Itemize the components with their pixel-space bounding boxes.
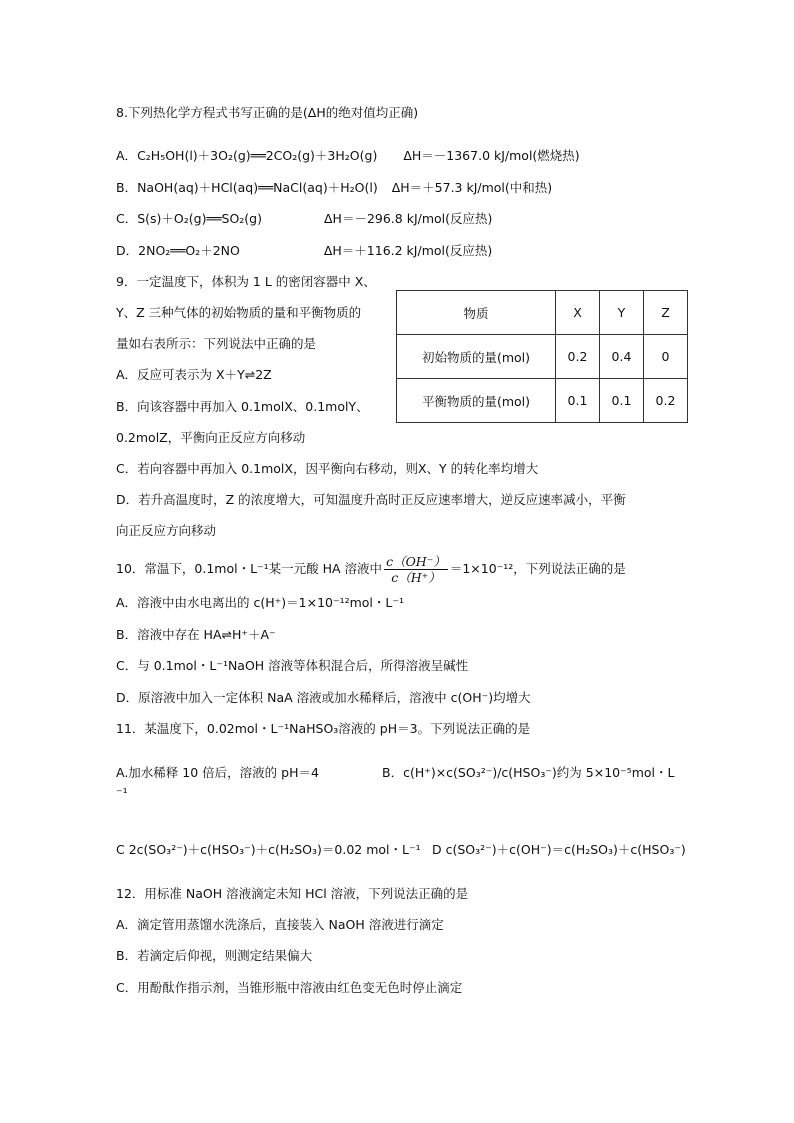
- table-cell: 初始物质的量(mol): [397, 335, 556, 379]
- q8-stem: 8.下列热化学方程式书写正确的是(ΔH的绝对值均正确): [116, 105, 419, 120]
- q10-option-c: C．与 0.1mol・L⁻¹NaOH 溶液等体积混合后，所得溶液呈碱性: [116, 658, 469, 673]
- table-cell: 0.2: [556, 335, 600, 379]
- q9-option-a: A．反应可表示为 X＋Y⇌2Z: [116, 367, 272, 382]
- q9-option-c: C．若向容器中再加入 0.1molX，因平衡向右移动，则X、Y 的转化率均增大: [116, 461, 539, 476]
- q12-option-b: B．若滴定后仰视，则测定结果偏大: [116, 948, 313, 963]
- q11-option-d: D c(SO₃²⁻)＋c(OH⁻)＝c(H₂SO₃)＋c(HSO₃⁻): [432, 842, 686, 857]
- q11-option-b-cont: ⁻¹: [116, 785, 128, 800]
- q8-option-a: A．C₂H₅OH(l)＋3O₂(g)══2CO₂(g)＋3H₂O(g) ΔH＝－1367.0 kJ/mol(燃烧热): [116, 148, 580, 163]
- q12-stem: 12．用标准 NaOH 溶液滴定未知 HCl 溶液，下列说法正确的是: [116, 886, 469, 901]
- q9-line-3: 量如右表所示：下列说法中正确的是: [116, 336, 317, 351]
- table-cell: 0.1: [556, 379, 600, 423]
- q10-option-d: D．原溶液中加入一定体积 NaA 溶液或加水稀释后，溶液中 c(OH⁻)均增大: [116, 690, 531, 705]
- table-header-x: X: [556, 291, 600, 335]
- q9-data-table: [396, 290, 688, 423]
- q12-option-a: A．滴定管用蒸馏水洗涤后，直接装入 NaOH 溶液进行滴定: [116, 917, 444, 932]
- q11-option-b: B．c(H⁺)×c(SO₃²⁻)/c(HSO₃⁻)约为 5×10⁻⁵mol・L: [382, 765, 675, 780]
- table-cell: 0.1: [600, 379, 644, 423]
- q10-option-b: B．溶液中存在 HA⇌H⁺＋A⁻: [116, 627, 276, 642]
- table-header-y: Y: [600, 291, 644, 335]
- q9-option-d-cont: 向正反应方向移动: [116, 523, 217, 538]
- q11-option-a: A.加水稀释 10 倍后，溶液的 pH＝4: [116, 765, 319, 780]
- q10-stem: 10．常温下，0.1mol・L⁻¹某一元酸 HA 溶液中 $\frac{c(OH^-)}{c(H^+)}$ ＝1×10⁻¹²，下列说法正确的是: [116, 554, 626, 585]
- q10-fraction: $\frac{c(OH^-)}{c(H^+)}$: [386, 554, 446, 585]
- q11-stem: 11．某温度下，0.02mol・L⁻¹NaHSO₃溶液的 pH＝3。下列说法正确的是: [116, 721, 531, 736]
- table-cell: 0.4: [600, 335, 644, 379]
- q9-line-1: 9．一定温度下，体积为 1 L 的密闭容器中 X、: [116, 274, 376, 289]
- table-row: [397, 379, 688, 423]
- q12-option-c: C．用酚酞作指示剂，当锥形瓶中溶液由红色变无色时停止滴定: [116, 980, 463, 995]
- q10-option-a: A．溶液中由水电离出的 c(H⁺)＝1×10⁻¹²mol・L⁻¹: [116, 595, 404, 610]
- table-cell: 0: [644, 335, 688, 379]
- table-cell: 平衡物质的量(mol): [397, 379, 556, 423]
- q9-option-b: B．向该容器中再加入 0.1molX、0.1molY、: [116, 399, 369, 414]
- q9-option-b-cont: 0.2molZ，平衡向正反应方向移动: [116, 430, 306, 445]
- table-header-substance: 物质: [397, 291, 556, 335]
- q9-line-2: Y、Z 三种气体的初始物质的量和平衡物质的: [116, 305, 362, 320]
- q8-option-b: B．NaOH(aq)＋HCl(aq)══NaCl(aq)＋H₂O(l) ΔH＝＋57.3 kJ/mol(中和热): [116, 180, 553, 195]
- q11-option-c: C 2c(SO₃²⁻)＋c(HSO₃⁻)＋c(H₂SO₃)＝0.02 mol・L⁻¹: [116, 842, 421, 857]
- q9-option-d: D．若升高温度时，Z 的浓度增大，可知温度升高时正反应速率增大，逆反应速率减小，平衡: [116, 492, 626, 507]
- table-row: [397, 335, 688, 379]
- q8-option-c: C．S(s)＋O₂(g)══SO₂(g) ΔH＝－296.8 kJ/mol(反应热): [116, 211, 493, 226]
- q8-option-d: D．2NO₂══O₂＋2NO ΔH＝＋116.2 kJ/mol(反应热): [116, 243, 493, 258]
- table-header-z: Z: [644, 291, 688, 335]
- table-row: [397, 291, 688, 335]
- table-cell: 0.2: [644, 379, 688, 423]
